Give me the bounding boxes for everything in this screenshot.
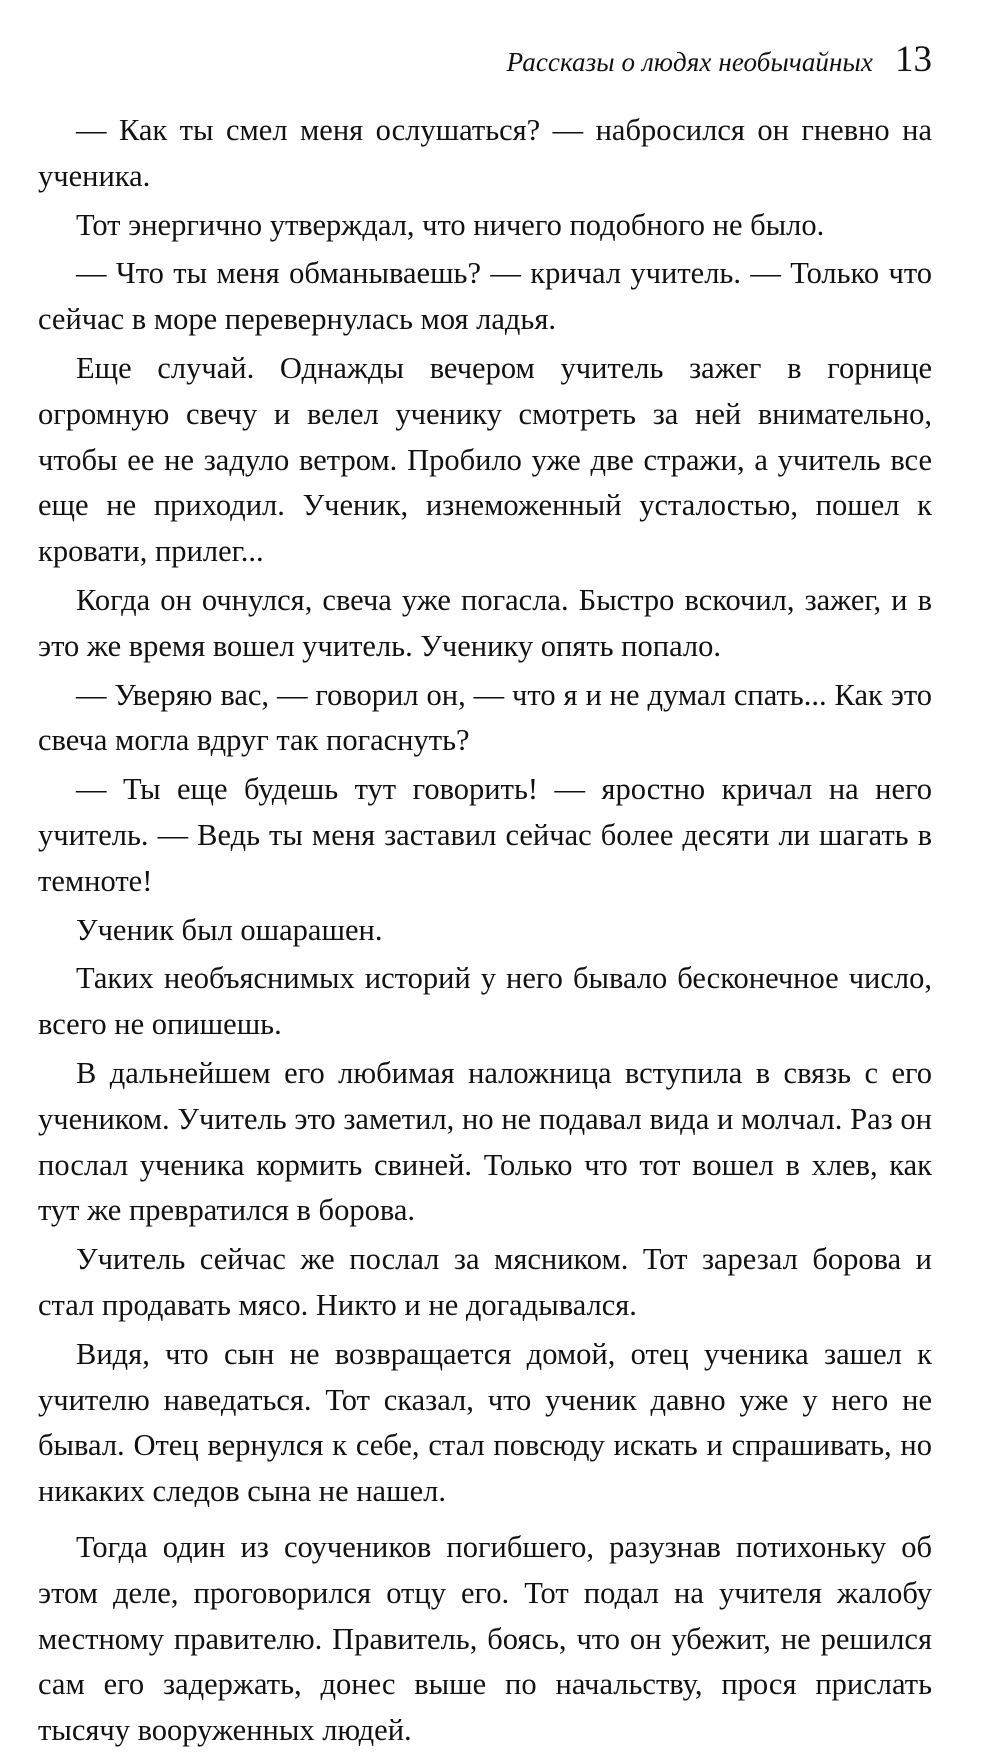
- paragraph: Таких необъяснимых историй у него бывало бесконечное число, всего не опишешь.: [38, 961, 932, 1042]
- paragraph: — Как ты смел меня ослушаться? — набросился он гневно на ученика.: [38, 113, 932, 193]
- paragraph: Тот энергично утверждал, что ничего подобного не было.: [76, 207, 825, 242]
- page-number: 13: [895, 39, 932, 80]
- paragraph: — Ты еще будешь тут говорить! — яростно кричал на него учитель. — Ведь ты меня заставил сейчас более десяти ли шагать в темноте!: [38, 772, 932, 898]
- paragraph: Еще случай. Однажды вечером учитель зажег в горнице огромную свечу и велел ученику смотреть за ней внимательно, чтобы ее не задуло ветром. Пробило уже две стражи, а учитель все еще не приходил. Ученик, изнеможенный усталостью, пошел к кровати, прилег...: [38, 350, 932, 569]
- paragraph: Ученик был ошарашен.: [76, 912, 383, 947]
- paragraph: В дальнейшем его любимая наложница вступила в связь с его учеником. Учитель это заметил, но не подавал вида и молчал. Раз он послал ученика кормить свиней. Только что тот вошел в хлев, как тут же превратился в борова.: [38, 1055, 932, 1228]
- paragraph: — Уверяю вас, — говорил он, — что я и не думал спать... Как это свеча могла вдруг так погаснуть?: [38, 677, 932, 758]
- paragraph: — Что ты меня обманываешь? — кричал учитель. — Только что сейчас в море перевернулась моя ладья.: [38, 256, 932, 337]
- paragraph: Тогда один из соучеников погибшего, разузнав потихоньку об этом деле, проговорился отцу его. Тот подал на учителя жалобу местному правителю. Правитель, боясь, что он убежит, не решился сам его задержать, донес выше по начальству, прося прислать тысячу вооруженных людей.: [38, 1529, 932, 1748]
- running-title: Рассказы о людях необычайных: [506, 47, 873, 77]
- paragraph: Учитель сейчас же послал за мясником. Тот зарезал борова и стал продавать мясо. Никто и не догадывался.: [38, 1242, 932, 1322]
- paragraph: Когда он очнулся, свеча уже погасла. Быстро вскочил, зажег, и в это же время вошел учитель. Ученику опять попало.: [38, 582, 932, 663]
- book-page: [38, 38, 932, 1748]
- body-text: [38, 108, 932, 1754]
- running-head: [38, 38, 932, 96]
- paragraph: Видя, что сын не возвращается домой, отец ученика зашел к учителю наведаться. Тот сказал, что ученик давно уже у него не бывал. Отец вернулся к себе, стал повсюду искать и спрашивать, но никаких следов сына не нашел.: [38, 1336, 932, 1509]
